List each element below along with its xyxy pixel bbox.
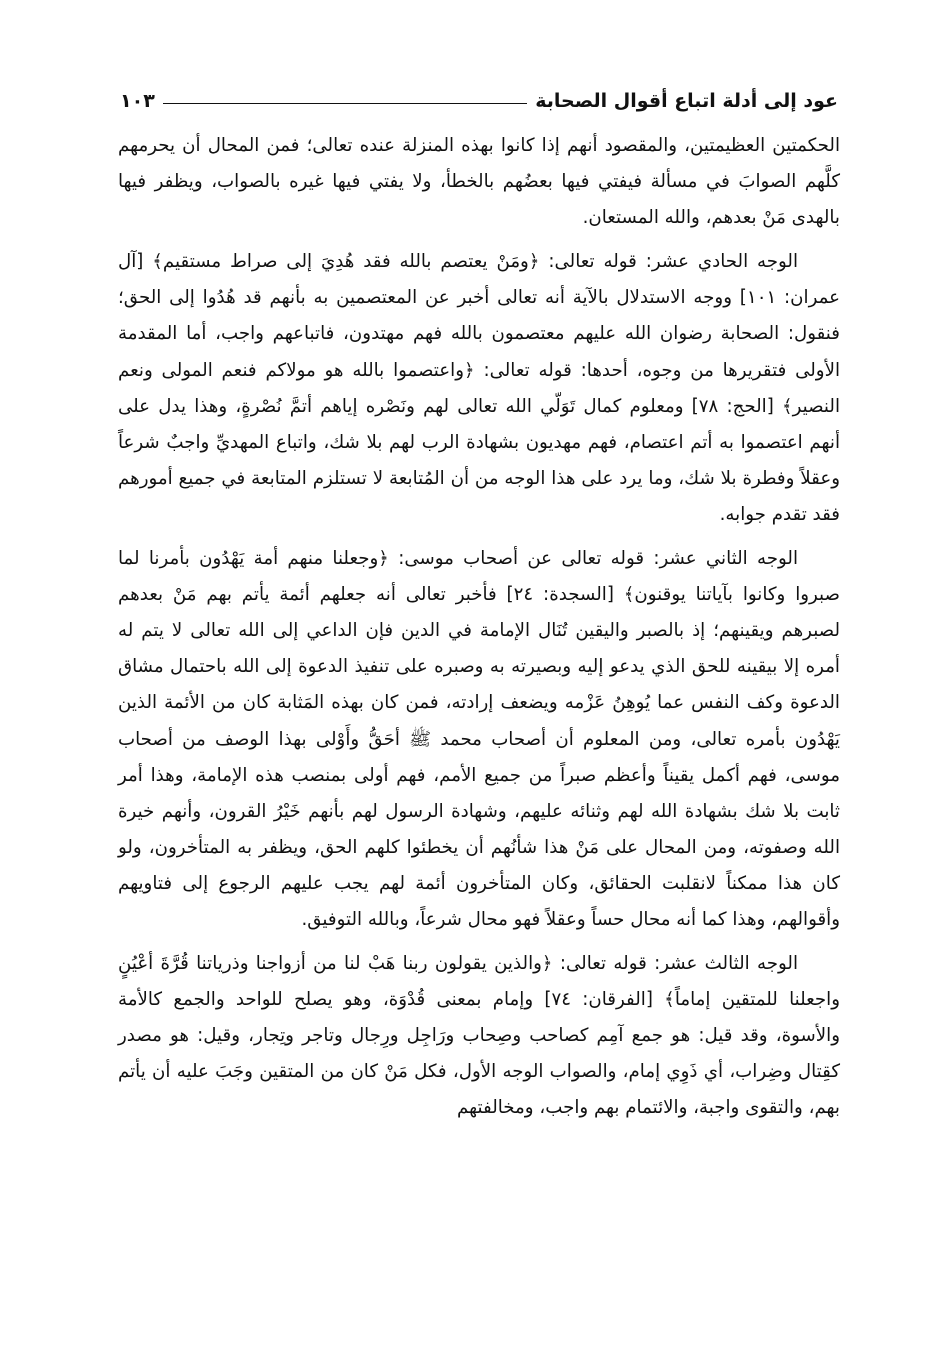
paragraph: الوجه الحادي عشر: قوله تعالى: ﴿ومَنْ يعتصم بالله فقد هُدِيَ إلى صراط مستقيم﴾ [آل عمران: ١٠١] ووجه الاستدلال بالآية أنه تعالى أخبر عن المعتصمين به بأنهم قد هُدُوا إلى الحق؛ فنقول: الصحابة رضوان الله عليهم معتصمون بالله فهم مهتدون، فاتباعهم واجب، أما المقدمة الأولى فتقريرها من وجوه، أحدها: قوله تعالى: ﴿واعتصموا بالله هو مولاكم فنعم المولى ونعم النصير﴾ [الحج: ٧٨] ومعلوم كمال تَوَلّي الله تعالى لهم ونَصْره إياهم أتمَّ نُصْرةٍ، وهذا يدل على أنهم اعتصموا به أتم اعتصام، فهم مهديون بشهادة الرب لهم بلا شك، واتباع المهديِّ واجبٌ شرعاً وعقلاً وفطرة بلا شك، وما يرد على هذا الوجه من أن المُتابعة لا تستلزم المتابعة في جميع أمورهم فقد تقدم جوابه. — [118, 251, 840, 525]
page-header — [120, 78, 838, 112]
paragraph: الوجه الثاني عشر: قوله تعالى عن أصحاب موسى: ﴿وجعلنا منهم أمة يَهْدُون بأمرنا لما صبروا وكانوا بآياتنا يوقنون﴾ [السجدة: ٢٤] فأخبر تعالى أنه جعلهم أئمة يأتم بهم مَنْ بعدهم لصبرهم ويقينهم؛ إذ بالصبر واليقين تُنَال الإمامة في الدين فإن الداعي إلى الله تعالى لا يتم له أمره إلا بيقينه للحق الذي يدعو إليه وبصيرته به وصبره على تنفيذ الدعوة إلى الله باحتمال مشاق الدعوة وكف النفس عما يُوهِنُ عَزْمه ويضعف إرادته، فمن كان بهذه المَثابة كان من الأئمة الذين يَهْدُون بأمره تعالى، ومن المعلوم أن أصحاب محمد ﷺ أحَقُّ وأَوْلى بهذا الوصف من أصحاب موسى، فهم أكمل يقيناً وأعظم صبراً من جميع الأمم، فهم أولى بمنصب هذه الإمامة، وهذا أمر ثابت بلا شك بشهادة الله لهم وثنائه عليهم، وشهادة الرسول لهم بأنهم خَيْرُ القرون، وأنهم خيرة الله وصفوته، ومن المحال على مَنْ هذا شأنُهم أن يخطئوا كلهم الحق، ويظفر به المتأخرون، ولو كان هذا ممكناً لانقلبت الحقائق، وكان المتأخرون أئمة لهم يجب عليهم الرجوع إلى فتاويهم وأقوالهم، وهذا كما أنه محال حساً وعقلاً فهو محال شرعاً، وبالله التوفيق. — [118, 548, 840, 930]
paragraph: الوجه الثالث عشر: قوله تعالى: ﴿والذين يقولون ربنا هَبْ لنا من أزواجنا وذرياتنا قُرَّةَ أعْيُنٍ واجعلنا للمتقين إماماً﴾ [الفرقان: ٧٤] وإمام بمعنى قُدْوَة، وهو يصلح للواحد والجمع كالأمة والأسوة، وقد قيل: هو جمع آمِم كصاحب وصِحاب ورَاجِل ورِجال وتاجر وتِجار، وقيل: هو مصدر كقِتال وضِراب، أي ذَوِي إمام، والصواب الوجه الأول، فكل مَنْ كان من المتقين وجَبَ عليه أن يأتم بهم، والتقوى واجبة، والائتمام بهم واجب، ومخالفتهم — [118, 953, 840, 1119]
paragraph: الحكمتين العظيمتين، والمقصود أنهم إذا كانوا بهذه المنزلة عنده تعالى؛ فمن المحال أن يحرمهم كلَّهم الصوابَ في مسألة فيفتي فيها بعضُهم بالخطأ، ولا يفتي فيها غيره بالصواب، ويظفر فيها بالهدى مَنْ بعدهم، والله المستعان. — [118, 135, 840, 229]
header-rule — [163, 103, 527, 104]
body-text — [118, 128, 840, 1127]
running-title: عود إلى أدلة اتباع أقوال الصحابة — [535, 90, 838, 112]
page-number: ١٠٣ — [120, 90, 155, 112]
